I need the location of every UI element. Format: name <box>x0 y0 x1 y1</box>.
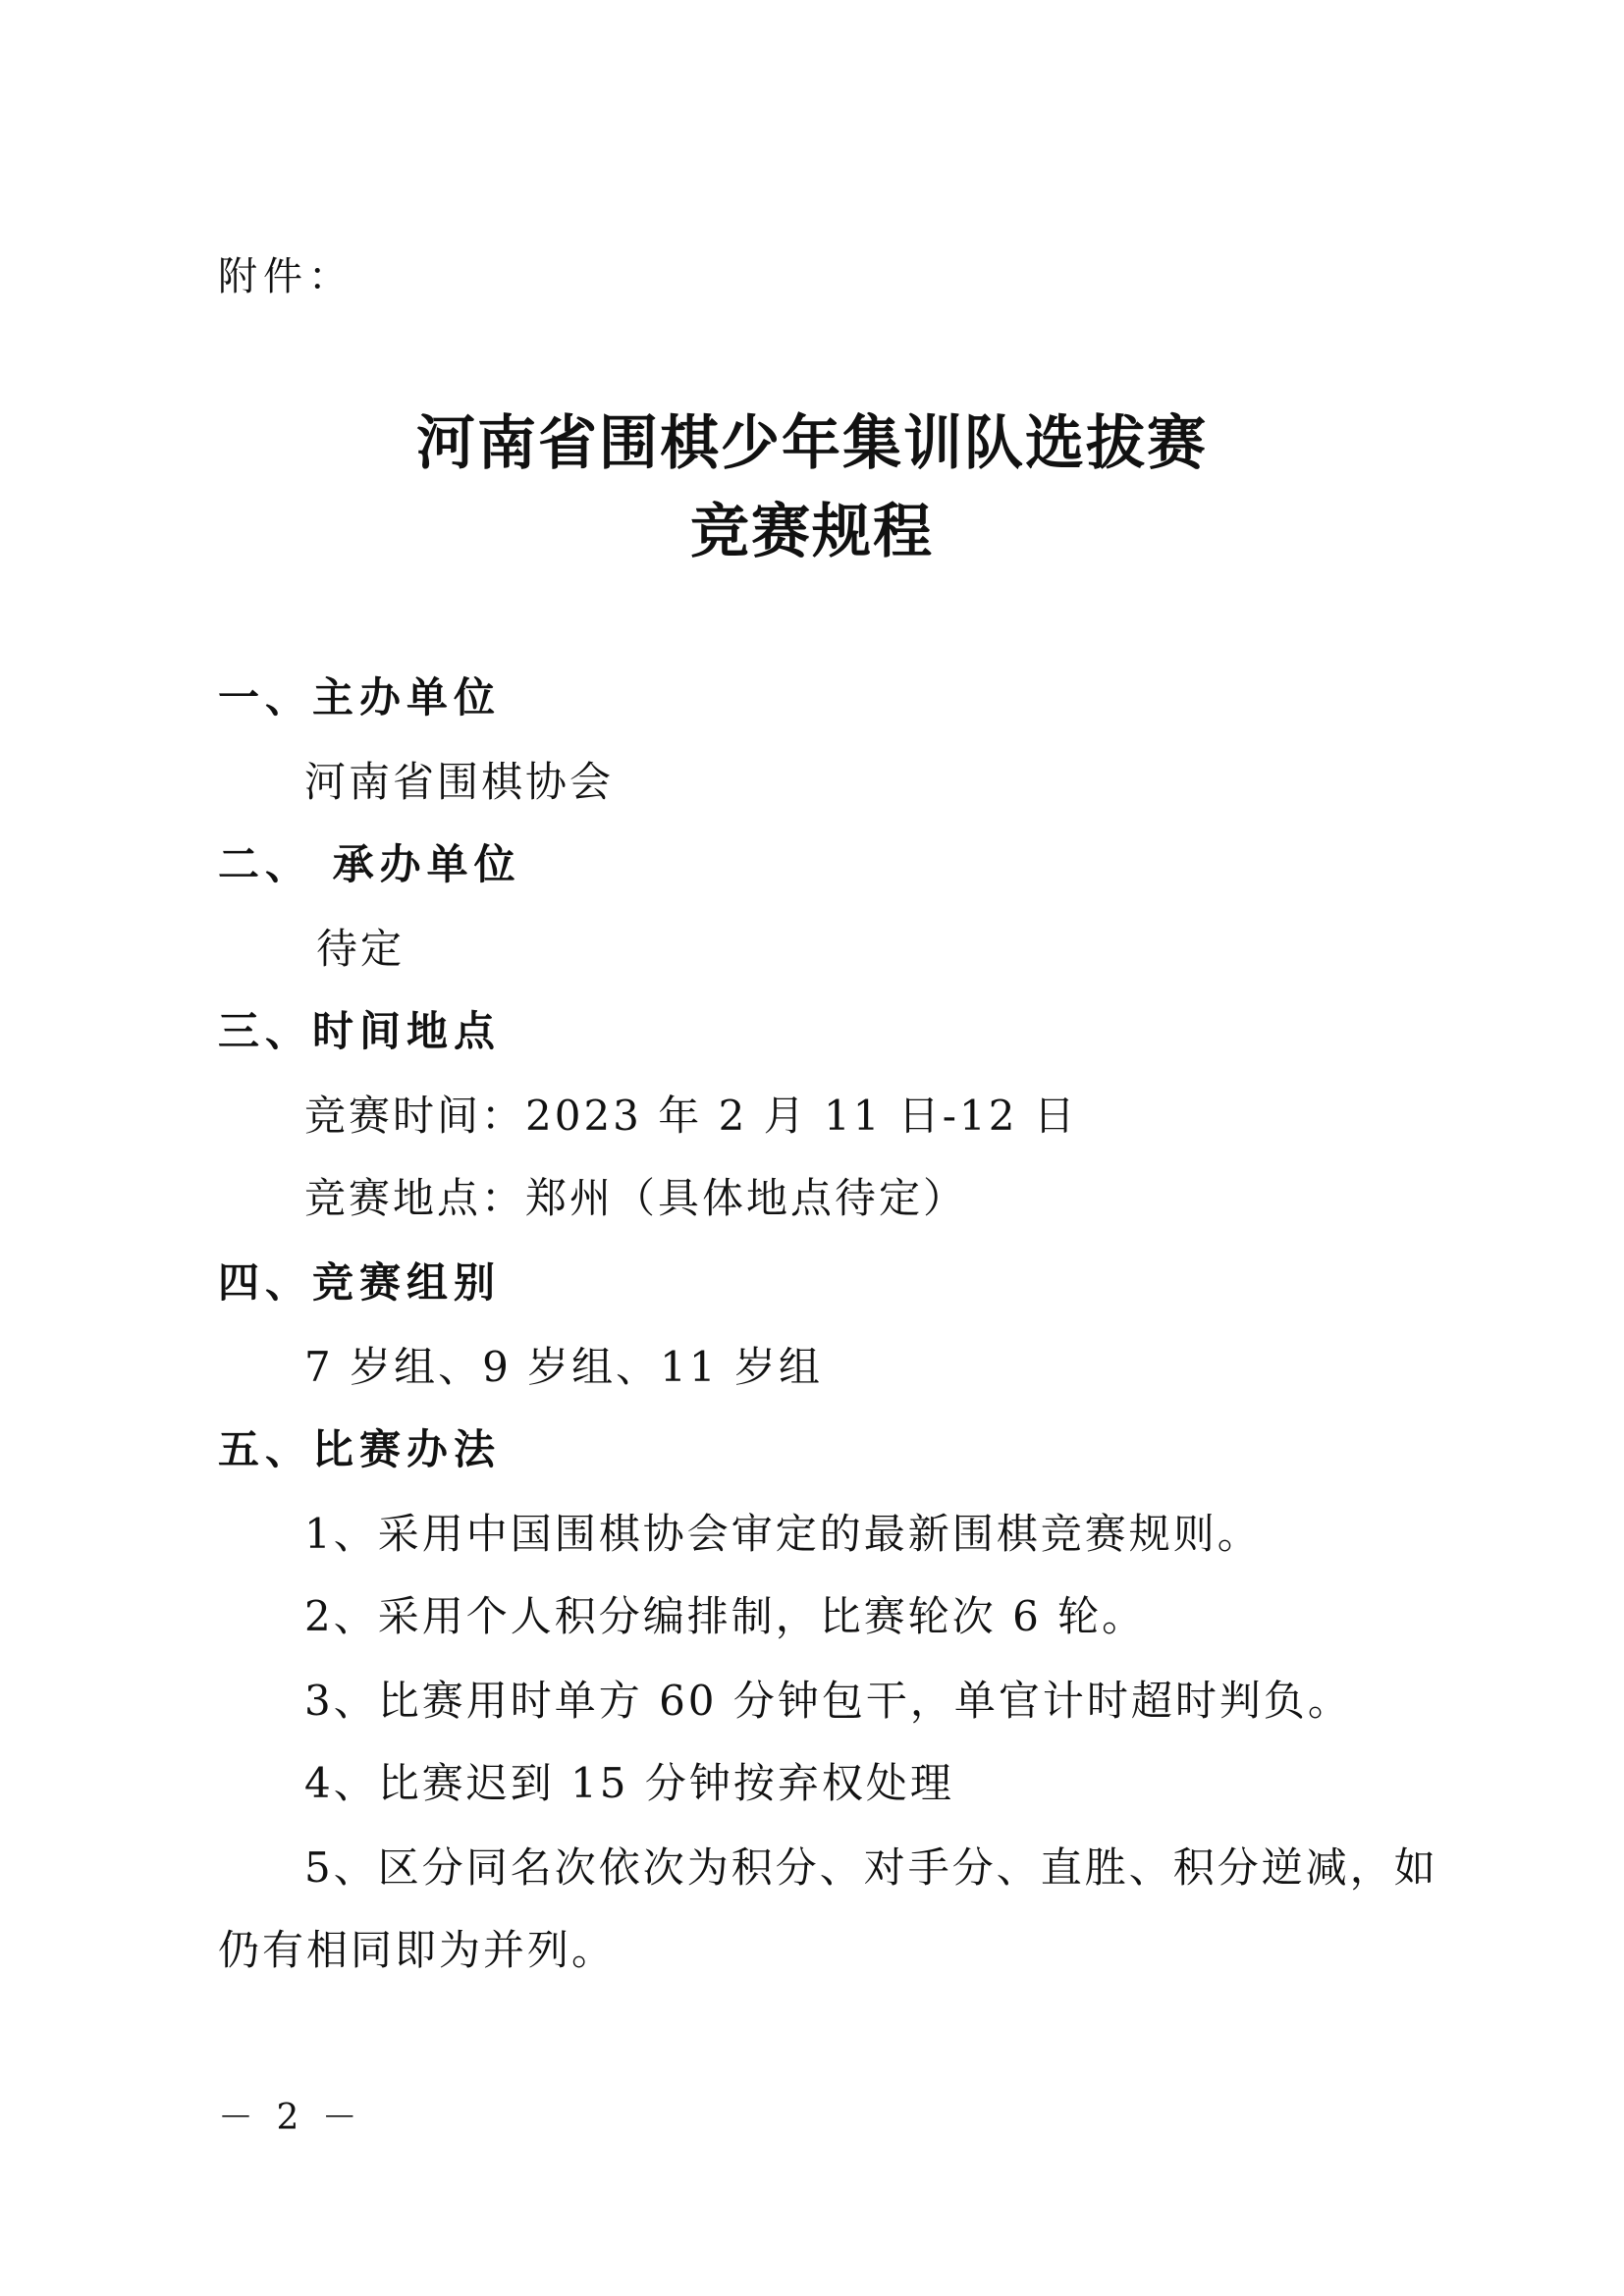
rule-item: 3、比赛用时单方 60 分钟包干，单官计时超时判负。 <box>304 1677 1352 1725</box>
competition-place: 竞赛地点：郑州（具体地点待定） <box>304 1174 968 1222</box>
section-heading-host: 二、 承办单位 <box>218 840 521 888</box>
document-title-line-1: 河南省围棋少年集训队选拔赛 <box>416 409 1208 478</box>
organizer-text: 河南省围棋协会 <box>304 758 615 806</box>
competition-time: 竞赛时间：2023 年 2 月 11 日-12 日 <box>304 1092 1078 1140</box>
attachment-label: 附件： <box>218 254 353 299</box>
groups-text: 7 岁组、9 岁组、11 岁组 <box>304 1343 823 1391</box>
section-heading-groups: 四、竞赛组别 <box>218 1258 502 1307</box>
section-heading-organizer: 一、主办单位 <box>218 673 502 721</box>
rule-item: 4、比赛迟到 15 分钟按弃权处理 <box>304 1759 954 1807</box>
rule-item-continuation: 仍有相同即为并列。 <box>218 1926 617 1974</box>
rule-item: 1、采用中国围棋协会审定的最新围棋竞赛规则。 <box>304 1510 1262 1558</box>
document-title-line-2: 竞赛规程 <box>690 498 934 566</box>
page-number: － 2 － <box>218 2098 363 2138</box>
rule-item: 5、区分同名次依次为积分、对手分、直胜、积分逆减，如 <box>304 1843 1438 1892</box>
section-heading-rules: 五、比赛办法 <box>218 1425 502 1473</box>
rule-item: 2、采用个人积分编排制，比赛轮次 6 轮。 <box>304 1592 1147 1640</box>
host-text: 待定 <box>316 925 406 973</box>
section-heading-time-place: 三、时间地点 <box>218 1007 502 1055</box>
